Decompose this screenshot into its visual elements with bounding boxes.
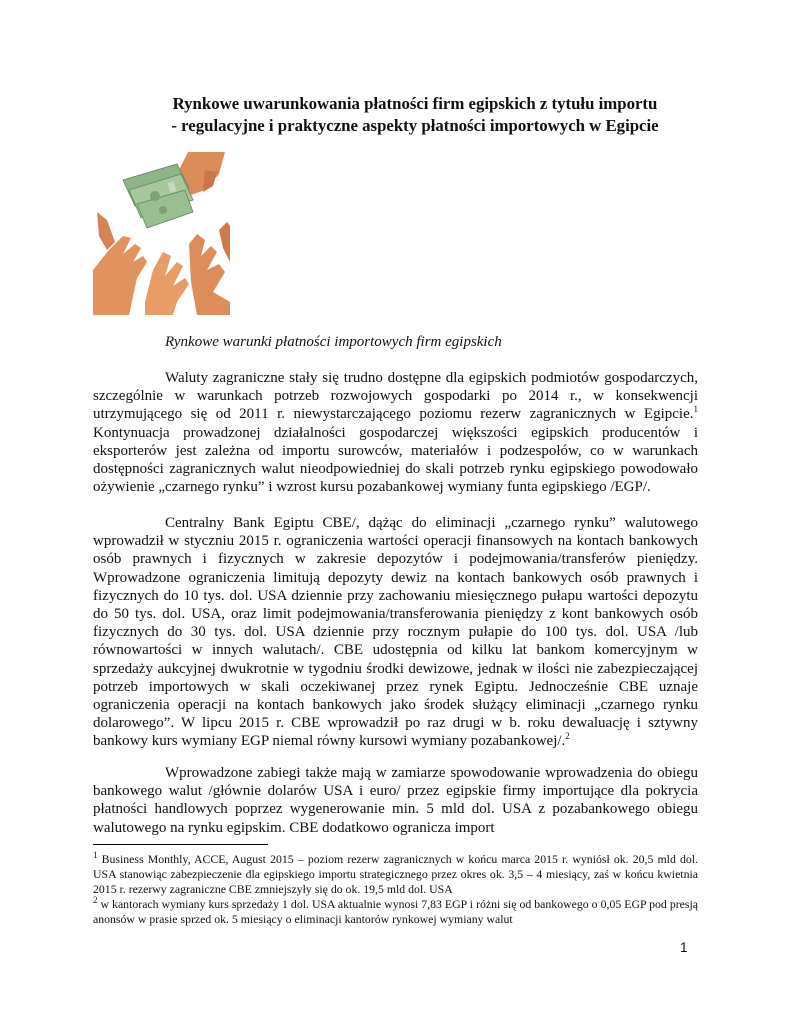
section-subtitle: Rynkowe warunki płatności importowych firm egipskich xyxy=(165,334,502,350)
footnote-separator xyxy=(93,844,268,845)
reaching-hands-icon xyxy=(93,212,230,315)
footnote-1 xyxy=(93,852,698,897)
footnote-2-marker: 2 xyxy=(93,895,98,906)
paragraph-2 xyxy=(93,514,698,751)
title-line-2: - regulacyjne i praktyczne aspekty płatności importowych w Egipcie xyxy=(171,116,659,135)
footnote-1-text: Business Monthly, ACCE, August 2015 – poziom rezerw zagranicznych w końcu marca 2015 r. wyniósł ok. 20,5 mld dol. USA stanowiąc zabezpieczenie dla egipskiego importu strategicznego przez okres ok. 3,5 – 4 miesiący, zaś w końcu kwietnia 2015 r. rezerwy zagraniczne CBE zmniejszyły się do ok. 19,5 mld dol. USA xyxy=(93,852,698,896)
footnote-1-marker: 1 xyxy=(93,850,98,861)
footnote-2-text: w kantorach wymiany kurs sprzedaży 1 dol. USA aktualnie wynosi 7,83 EGP i różni się od bankowego o 0,05 EGP pod presją anonsów w prasie sprzed ok. 5 miesiący o eliminacji kantorów rynkowej wymiany walut xyxy=(93,897,698,926)
footnote-ref-1: 1 xyxy=(693,404,698,415)
paragraph-1-text-b: Kontynuacja prowadzonej działalności gospodarczej większości egipskich producentów i eksporterów jest zależna od importu surowców, materiałów i podzespołów, co w warunkach dostępności zagranicznych walut nieodpowiedniej do skali potrzeb rynku egipskiego powodowało ożywienie „czarnego rynku” i wzrost kursu pozabankowej wymiany funta egipskiego /EGP/. xyxy=(93,424,698,496)
title-line-1: Rynkowe uwarunkowania płatności firm egipskich z tytułu importu xyxy=(172,94,658,113)
document-title xyxy=(130,93,700,137)
paragraph-2-text: Centralny Bank Egiptu CBE/, dążąc do eliminacji „czarnego rynku” walutowego wprowadził w styczniu 2015 r. ograniczenia wartości operacji finansowych na kontach bankowych osób prawnych i fizycznych w zakresie depozytów i podejmowania/transferów pieniędzy. Wprowadzone ograniczenia limitują depozyty dewiz na kontach bankowych osób prawnych i fizycznych do 10 tys. dol. USA dziennie przy zachowaniu miesięcznego pułapu wartości depozytu do 50 tys. dol. USA, oraz limit podejmowania/transferowania pieniędzy z kont bankowych osób fizycznych do 30 tys. dol. USA dziennie przy rocznym pułapie do 100 tys. dol. USA /lub równowartości w innych walutach/. CBE udostępnia od kilku lat bankom komercyjnym w sprzedaży aukcyjnej dwukrotnie w tygodniu środki dewizowe, jednak w ilości nie zabezpieczającej potrzeb importowych w skali oczekiwanej przez rynek Egiptu. Jednocześnie CBE uznaje ograniczenia operacji na kontach bankowych jako środek służący eliminacji „czarnego rynku dolarowego”. W lipcu 2015 r. CBE wprowadził po raz drugi w b. roku dewaluację i sztywny bankowy kurs wymiany EGP niemal równy kursowi wymiany pozabankowej/. xyxy=(93,515,698,750)
money-hands-illustration xyxy=(93,152,230,315)
footnote-2 xyxy=(93,897,698,927)
paragraph-1-text-a: Waluty zagraniczne stały się trudno dostępne dla egipskich podmiotów gospodarczych, szczególnie w warunkach potrzeb rozwojowych gospodarki po 2014 r., w konsekwencji utrzymującego się od 2011 r. niewystarczającego poziomu rezerw zagranicznych w Egipcie. xyxy=(93,370,698,423)
paragraph-1 xyxy=(93,369,698,496)
page-number: 1 xyxy=(680,940,688,955)
footnote-ref-2: 2 xyxy=(565,731,570,742)
paragraph-3: Wprowadzone zabiegi także mają w zamiarze spowodowanie wprowadzenia do obiegu bankowego walut /głównie dolarów USA i euro/ przez egipskie firmy importujące dla pokrycia płatności handlowych poprzez wygenerowanie min. 5 mld dol. USA z pozabankowego obiegu walutowego na rynku egipskim. CBE dodatkowo ogranicza import xyxy=(93,765,698,836)
